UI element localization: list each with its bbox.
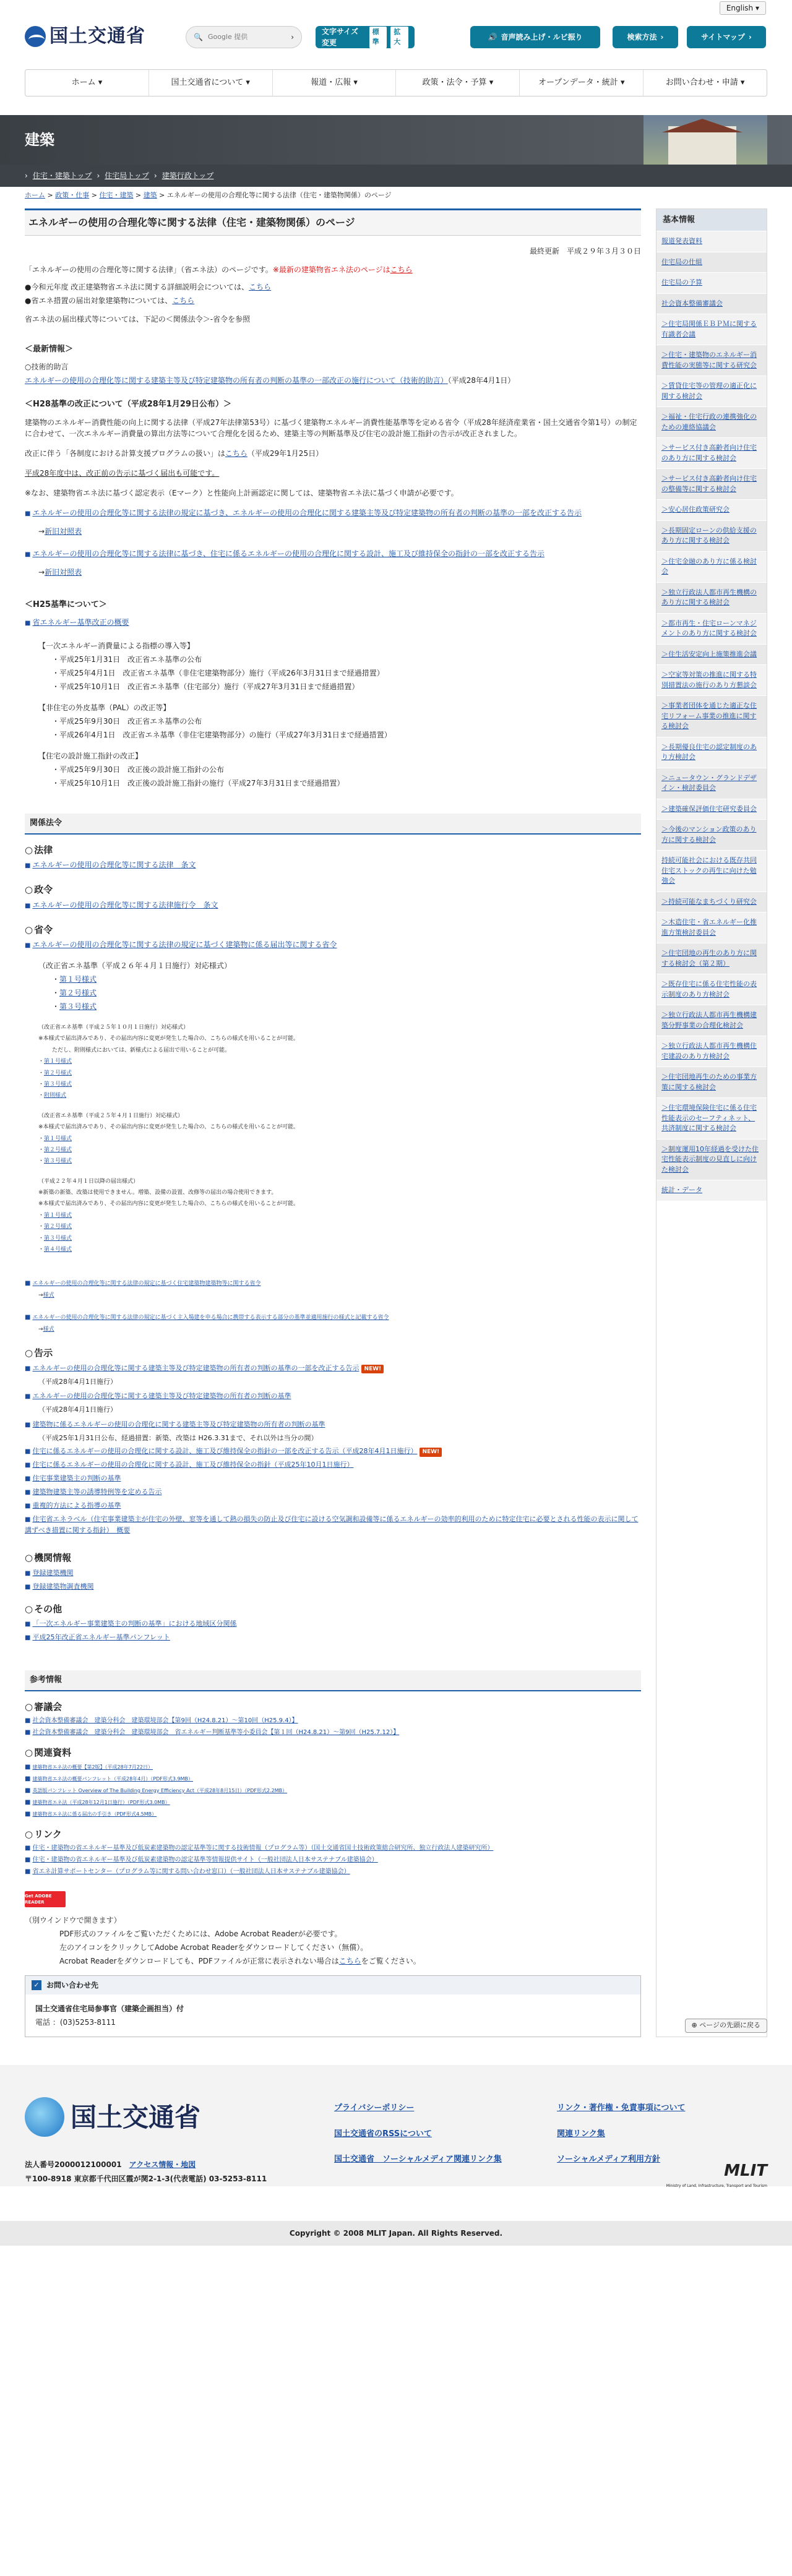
calc-program-link[interactable]: こちら	[225, 449, 248, 458]
crumb-policy[interactable]: 政策・仕事	[55, 191, 90, 199]
ordinance-text-link[interactable]: エネルギーの使用の合理化等に関する法律施行令 条文	[32, 900, 218, 909]
search-method-label: 検索方法	[627, 33, 657, 41]
voice-ruby-label: 音声読み上げ・ルビ振り	[501, 33, 583, 41]
form-group-1: （改正省エネ基準（平成２６年４月１日施行）対応様式） ・第１号様式 ・第２号様式 ・第３号様式	[38, 960, 641, 1012]
sidebar-item[interactable]: ＞福祉・住宅行政の連携強化のための連絡協議会	[656, 406, 767, 437]
sidebar-item[interactable]: ＞ニュータウン・グランドデザイン・検討委員会	[656, 768, 767, 799]
check-icon: ✓	[32, 1980, 41, 1990]
sidebar-item[interactable]: ＞空家等対策の推進に関する特別措置法の施行のあり方懇談会	[656, 664, 767, 695]
technical-advice-link[interactable]: エネルギーの使用の合理化等に関する建築主等及び特定建築物の所有者の判断の基準の一部改正の施行について（技術的助言）	[25, 376, 448, 385]
laws-heading: 関係法令	[25, 814, 641, 835]
sidebar-item[interactable]: ＞長期優良住宅の認定制度のあり方検討会	[656, 737, 767, 768]
reference-heading: 参考情報	[25, 1670, 641, 1691]
sidebar-item[interactable]: ＞制度運用10年経過を受けた住宅性能表示制度の見直しに向けた検討会	[656, 1139, 767, 1180]
footer-logo[interactable]	[25, 2097, 200, 2137]
h28-notice-link-2[interactable]: エネルギーの使用の合理化等に関する法律に基づき、住宅に係るエネルギーの使用の合理化に関する設計、施工及び維持保全の指針の一部を改正する告示	[32, 549, 544, 558]
adobe-help-link[interactable]: こちら	[338, 1957, 361, 1966]
h25-item: ・平成25年10月1日 改正後の設計施工指針の施行（平成27年3月31日まで経過措置）	[52, 779, 345, 788]
form-group-title: （改正省エネ基準（平成２６年４月１日施行）対応様式）	[38, 961, 232, 970]
h25-item: ・平成25年1月31日 改正省エネ基準の公布	[52, 655, 202, 664]
sidebar-item[interactable]: ＞建築確保評価住宅研究委員会	[656, 799, 767, 820]
text-size-large-button[interactable]: 拡大	[390, 27, 408, 48]
form-2-link[interactable]: 第２号様式	[59, 989, 97, 997]
h28-paragraph: 建築物のエネルギー消費性能の向上に関する法律（平成27年法律第53号）に基づく建築物エネルギー消費性能基準等を定める省令（平成28年経済産業省・国土交通省令第1号）の制定に合わせて、一次エネルギー消費量の算出方法等について合理化を図るため、建築主等の判断基準及び住宅の設計施工指針の告示が改正されました。	[25, 418, 637, 438]
text-size-control	[316, 26, 415, 48]
access-map-link[interactable]: アクセス情報・地図	[129, 2160, 196, 2170]
intro-line-1	[25, 264, 641, 275]
rss-link[interactable]: 国土交通省のRSSについて	[334, 2129, 432, 2139]
form-note: ※本様式で届出済みであり、その届出内容に変更が発生した場合の、こちらの様式を用いることが可能。	[38, 1201, 299, 1208]
ordinance-form-link-2[interactable]: 様式	[43, 1292, 54, 1299]
h28-emark-note: ※なお、建築物省エネ法に基づく認定表示（Eマーク）と性能向上計画認定に関しては、建築物省エネ法に基づく申請が必要です。	[25, 488, 458, 497]
notice-link-5[interactable]: 住宅に係るエネルギーの使用の合理化に関する設計、施工及び維持保全の指針（平成25年10月1日施行）	[32, 1461, 354, 1469]
notice-link-4[interactable]: 住宅に係るエネルギーの使用の合理化に関する設計、施工及び維持保全の指針の一部を改正する告示（平成28年4月1日施行）	[32, 1447, 418, 1456]
registered-org-link-2[interactable]: 登録建築物調査機関	[32, 1582, 94, 1591]
crumb-building[interactable]: 建築	[143, 191, 157, 199]
sidebar-item[interactable]: ＞サービス付き高齢者向け住宅のあり方に関する検討会	[656, 437, 767, 468]
council-link-1[interactable]: 社会資本整備審議会 建築分科会 建築環境部会【第9回（H24.8.21）〜第10回（H25.9.4）】	[32, 1717, 298, 1725]
new-badge: NEW!	[361, 1365, 384, 1373]
h28-date: （平成29年1月25日）	[247, 449, 324, 458]
h28-notice-link-1[interactable]: エネルギーの使用の合理化等に関する法律の規定に基づき、エネルギーの使用の合理化に関する建築主等及び特定建築物の所有者の判断の基準の一部を改正する告示	[32, 508, 582, 517]
footer-links-1	[334, 2102, 502, 2179]
sidebar-item[interactable]: ＞住宅団地の再生のあり方に関する検討会（第２期）	[656, 943, 767, 974]
form-group-3: （改正省エネ基準（平成２５年４月１日施行）対応様式） ※本様式で届出済みであり、その届出内容に変更が発生した場合の、こちらの様式を用いることが可能。 ・第１号様式 ・第２号様式 ・第３号様式	[38, 1112, 641, 1166]
arrow-icon: ›	[153, 171, 157, 180]
h25-group-title: 【非住宅の外皮基準（PAL）の改正等】	[38, 703, 171, 712]
banner-title: 建築	[25, 131, 54, 148]
sidebar-item[interactable]: ＞持続可能なまちづくり研究会	[656, 891, 767, 912]
form-3-link[interactable]: 第３号様式	[59, 1002, 97, 1011]
external-link-3[interactable]: 省エネ計算サポートセンター（プログラム等に関する問い合わせ窓口）（一般社団法人日本サステナブル建築協会）	[32, 1868, 350, 1876]
arrow-icon: ›	[97, 171, 100, 180]
adobe-note: 左のアイコンをクリックしてAdobe Acrobat Readerをダウンロードしてください（無償）。	[59, 1943, 368, 1952]
intro-line-4: 省エネ法の届出様式等については、下記の＜関係法令＞-省令を参照	[25, 314, 251, 324]
sidebar-item[interactable]: 住宅局の予算	[656, 272, 767, 293]
sidebar-item[interactable]: ＞住宅環境保険住宅に係る住宅性能表示のセーフティネット、共済制度に関する検討会	[656, 1097, 767, 1139]
sitemap-label: サイトマップ	[701, 33, 745, 41]
h28-heading: ＜H28基準の改正について（平成28年1月29日公布）＞	[25, 400, 231, 409]
nav-label: ホーム	[71, 78, 96, 88]
notice-list	[25, 1363, 641, 1536]
material-link-2[interactable]: 建築物省エネ法の概要パンフレット（平成28年4月）（PDF形式3.9MB）	[32, 1775, 194, 1782]
contact-box	[25, 1975, 641, 2037]
h25-item: ・平成25年9月30日 改正後の設計施工指針の公布	[52, 765, 225, 774]
sidebar-item[interactable]: 社会資本整備審議会	[656, 293, 767, 314]
language-label: English	[726, 4, 754, 12]
ministerial-ordinance-link[interactable]: エネルギーの使用の合理化等に関する法律の規定に基づく建築物に係る届出等に関する省令	[32, 940, 337, 949]
nav-label: 国土交通省について	[171, 78, 244, 88]
h25-item: ・平成25年4月1日 改正省エネ基準（非住宅建築物部分）施行（平成26年3月31日まで経過措置）	[52, 669, 384, 677]
sidebar-item[interactable]: ＞住宅団地再生のための事業方策に関する検討会	[656, 1067, 767, 1097]
h25-heading: ＜H25基準について＞	[25, 599, 107, 609]
briefing-link[interactable]: こちら	[249, 282, 272, 291]
h25-item: ・平成25年9月30日 改正省エネ基準の公布	[52, 717, 202, 726]
speaker-icon: 🔊	[488, 33, 497, 41]
social-policy-link[interactable]: ソーシャルメディア利用方針	[557, 2155, 661, 2165]
sitemap-button[interactable]: サイトマップ ›	[687, 26, 766, 48]
crumb-housing-top[interactable]: 住宅・建築トップ	[32, 171, 92, 180]
sidebar-item[interactable]: 統計・データ	[656, 1180, 767, 1201]
adobe-badge-text: Get ADOBE READER	[25, 1893, 52, 1905]
external-link-1[interactable]: 住宅・建築物の省エネルギー基準及び低炭素建築物の認定基準等に関する技術情報（プログラム等）（国土交通省国土技術政策総合研究所、独立行政法人建築研究所）	[32, 1845, 494, 1852]
nav-opendata[interactable]: オープンデータ・統計 ▾	[520, 70, 644, 96]
nav-label: オープンデータ・統計	[538, 78, 618, 88]
council-link-2[interactable]: 社会資本整備審議会 建築分科会 建築環境部会 省エネルギー判断基準等小委員会【第１回（H24.8.21）〜第9回（H25.7.12）】	[32, 1729, 400, 1737]
footer	[0, 2065, 792, 2189]
h25-item: ・平成26年4月1日 改正省エネ基準（非住宅建築物部分）の施行（平成27年3月31日まで経過措置）	[52, 731, 392, 739]
main-content: エネルギーの使用の合理化等に関する法律（住宅・建築物関係）のページ 最終更新 平成２９年３月３０日 「エネルギーの使用の合理化等に関する法律」（省エネ法）のページです。※最新の建築物省エネ法のページはこちら ●今和元年度 改正建築物省エネ法に関する詳細説明会については、こちら ●省エネ措置の届出対象建築物については、こちら 省エネ法の届出様式等については、下記の＜関係法令＞-省令を参照 ＜最新情報＞ ○技術的助言 エネルギーの使用の合理化等に関する建築主等及び特定建築物の所有者の判断の基準の一部改正の施行について（技術的助言）（平成28年4月1日） ＜H28基準の改正について（平成28年1月29日公布）＞ 建築物のエネルギー消費性能の向上に関する法律（平成27年法律第53号）に基づく建築物エネルギー消費性能基準等を定める省令（平成28年経済産業省・国土交通省令第1号）の制定に合わせて、一次エネルギー消費量の算出方法等について合理化を図るため、建築主等の判断基準及び住宅の設計施工指針の告示が改正されました。 改正に伴う「各制度における計算支援プログラムの扱い」はこちら（平成29年1月25日） 平成28年度中は、改正前の告示に基づく届出も可能です。 ※なお、建築物省エネ法に基づく認定表示（Eマーク）と性能向上計画認定に関しては、建築物省エネ法に基づく申請が必要です。 ■ エネルギーの使用の合理化等に関する法律の規定に基づき、エネルギーの使用の合理化に関する建築主等及び特定建築物の所有者の判断の基準の一部を改正する告示 →新旧対照表 ■ エネルギーの使用の合理化等に関する法律に基づき、住宅に係るエネルギーの使用の合理化に関する設計、施工及び維持保全の指針の一部を改正する告示 →新旧対照表 ＜H25基準について＞ ■ 省エネルギー基準改正の概要 【一次エネルギー消費量による指標の導入等】 ・平成25年1月31日 改正省エネ基準の公布 ・平成25年4月1日 改正省エネ基準（非住宅建築物部分）施行（平成26年3月31日まで経過措置） ・平成25年10月1日 改正省エネ基準（住宅部分）施行（平成27年3月31日まで経過措置） 【非住宅の外皮基準（PAL）の改正等】 ・平成25年9月30日 改正省エネ基準の公布 ・平成26年4月1日 改正省エネ基準（非住宅建築物部分）の施行（平成27年3月31日まで経過措置） 【住宅の設計施工指針の改正】 ・平成25年9月30日 改正後の設計施工指針の公布 ・平成25年10月1日 改正後の設計施工指針の施行（平成27年3月31日まで経過措置） 関係法令 ○ 法律 ■ エネルギーの使用の合理化等に関する法律 条文 ○ 政令 ■ エネルギーの使用の合理化等に関する法律施行令 条文 ○ 省令 ■ エネルギーの使用の合理化等に関する法律の規定に基づく建築物に係る届出等に関する省令 （改正省エネ基準（平成２６年４月１日施行）対応様式） ・第１号様式 ・第２号様式 ・第３号様式 （改正省エネ基準（平成２５年１０月１日施行）対応様式） ※本様式で届出済みであり、その届出内容に変更が発生した場合の、こちらの様式を用いることが可能。 ただし、附則様式においては、新様式による届出で用いることが可能。 ・第１号様式 ・第２号様式 ・第３号様式 ・附則様式 （改正省エネ基準（平成２５年４月１日施行）対応様式） ※本様式で届出済みであり、その届出内容に変更が発生した場合の、こちらの様式を用いることが可能。 ・第１号様式 ・第２号様式 ・第３号様式 （平成２２年４月１日以降の届出様式） ※新築の新築、改築は使用できません。増築、設備の設置、改修等の届出の場合使用できます。 ※本様式で届出済みであり、その届出内容に変更が発生した場合の、こちらの様式を用いることが可能。 ・第１号様式 ・第２号様式 ・第３号様式 ・第４号様式 ■ エネルギーの使用の合理化等に関する法律の規定に基づく住宅建築物建築物等に関する省令 →様式 ■ エネルギーの使用の合理化等に関する法律の規定に基づく主入場建を申る場合に携帯する表示する部分の基準並適用施行の様式と記載する省令 →様式 ○ 告示 ■ エネルギーの使用の合理化等に関する建築主等及び特定建築物の所有者の判断の基準の一部を改正する告示 NEW! （平成28年4月1日施行） ■ エネルギーの使用の合理化等に関する建築主等及び特定建築物の所有者の判断の基準 （平成28年4月1日施行） ■ 建築物に係るエネルギーの使用の合理化に関する建築主等及び特定建築物の所有者の判断の基準 （平成25年1月31日公布、経過措置：新築、改築は H26.3.31まで、それ以外は当分の間） ■ 住宅に係るエネルギーの使用の合理化に関する設計、施工及び維持保全の指針の一部を改正する告示（平成28年4月1日施行） NEW! ■ 住宅に係るエネルギーの使用の合理化に関する設計、施工及び維持保全の指針（平成25年10月1日施行） ■ 住宅事業建築主の判断の基準 ■ 建築物建築主等の誘導特例等を定める告示 ■ 重複的方法による指導の基準 ■ 住宅省エネラベル（住宅事業建築主が住宅の外壁、窓等を通して熱の損失の防止及び住宅に設ける空気調和設備等に係るエネルギーの効率的利用のために特定住宅に必要とされる性能の表示に関して講ずべき措置に関する指針） 概要 ○ 機関情報 ■ 登録建築機関 ■ 登録建築物調査機関 ○ その他 ■ 「一次エネルギー事業建築主の判断の基準」における地域区分関係 ■ 平成25年改正省エネルギー基準パンフレット 参考情報 ○ 審議会 ■ 社会資本整備審議会 建築分科会 建築環境部会【第9回（H24.8.21）〜第10回（H25.9.4）】 ■ 社会資本整備審議会 建築分科会 建築環境部会 省エネルギー判断基準等小委員会【第１回（H24.8.21）〜第9回（H25.7.12）】 ○ 関連資料 ■ 建築物省エネ法の概要【第2版】（平成28年7月22日） ■ 建築物省エネ法の概要パンフレット（平成28年4月）（PDF形式3.9MB） ■ 英語版パンフレット Overview of The Building Energy Efficiency Act（平成28年8月15日）（PDF形式2.2MB） ■ 建築物省エネ法（平成28年12月1日施行）（PDF形式3.0MB） ■ 建築物省エネ法に係る届出の手引き（PDF形式4.5MB） ○ リンク ■ 住宅・建築物の省エネルギー基準及び低炭素建築物の認定基準等に関する技術情報（プログラム等）（国土交通省国土技術政策総合研究所、独立行政法人建築研究所） ■ 住宅・建築物の省エネルギー基準及び低炭素建築物の認定基準等情報提供サイト（一般社団法人日本サステナブル建築協会） ■ 省エネ計算サポートセンター（プログラム等に関する問い合わせ窓口）（一般社団法人日本サステナブル建築協会） Get ADOBE READER （別ウインドウで開きます） PDF形式のファイルをご覧いただくためには、Adobe Acrobat Readerが必要です。 左のアイコンをクリックしてAdobe Acrobat Readerをダウンロードしてください（無償）。 Acrobat Readerをダウンロードしても、PDFファイルが正常に表示されない場合はこちらをご覧ください。 ✓ お問い合わせ先 国土交通省住宅局参事官（建築企画担当）付 電話 ：(03)5253-8111	[25, 208, 641, 2038]
nav-label: お問い合わせ・申請	[665, 78, 738, 88]
notice-date: （平成25年1月31日公布、経過措置：新築、改築は H26.3.31まで、それ以外は当分の間）	[38, 1433, 318, 1442]
notice-link-7[interactable]: 建築物建築主等の誘導特例等を定める告示	[32, 1488, 162, 1496]
adobe-notes	[59, 1928, 641, 1967]
global-nav	[25, 69, 767, 97]
category-banner	[0, 115, 792, 165]
corporate-number: 法人番号2000012100001	[25, 2160, 122, 2170]
site-header	[0, 17, 792, 72]
voice-ruby-button[interactable]	[470, 26, 600, 48]
crumb-building-admin-top[interactable]: 建築行政トップ	[161, 171, 214, 180]
copyright: Copyright © 2008 MLIT Japan. All Rights Reserved.	[0, 2221, 792, 2246]
intro-red-text: ※最新の建築物省エネ法のページは	[272, 265, 390, 274]
sidebar-list	[656, 231, 767, 1201]
ordinance-subheading: ○ 政令	[25, 883, 641, 897]
nav-home[interactable]: ホーム ▾	[25, 70, 149, 96]
notice-subheading: ○ 告示	[25, 1346, 641, 1360]
comparison-table-link-2[interactable]: 新旧対照表	[45, 567, 82, 577]
h28-text: 改正に伴う「各制度における計算支援プログラムの扱い」は	[25, 449, 225, 458]
mlit-logo-icon	[25, 2097, 64, 2137]
sidebar-item[interactable]: ＞住宅・建築物のエネルギー消費性能の実態等に関する研究会	[656, 345, 767, 376]
sidebar	[656, 208, 767, 2038]
adobe-note-end: をご覧ください。	[361, 1957, 421, 1966]
privacy-policy-link[interactable]: プライバシーポリシー	[334, 2103, 415, 2113]
intro-text: 「エネルギーの使用の合理化等に関する法律」（省エネ法）のページです。	[25, 265, 273, 274]
sidebar-item[interactable]: ＞賃貸住宅等の管理の適正化に関する検討会	[656, 376, 767, 406]
latest-heading: ＜最新情報＞	[25, 344, 74, 354]
related-links-link[interactable]: 関連リンク集	[557, 2129, 605, 2139]
form-3-link[interactable]: 第３号様式	[44, 1235, 72, 1242]
sidebar-item[interactable]: ＞独立行政法人都市再生機構のあり方に関する検討会	[656, 582, 767, 613]
notice-date: （平成28年4月1日施行）	[38, 1377, 117, 1386]
ministerial-subheading: ○ 省令	[25, 923, 641, 937]
form-3-link[interactable]: 第３号様式	[44, 1081, 72, 1088]
adobe-note: Acrobat Readerをダウンロードしても、PDFファイルが正常に表示されない場合は	[59, 1957, 339, 1966]
back-to-top-label: ページの先頭に戻る	[699, 2021, 760, 2030]
nav-contact[interactable]: お問い合わせ・申請 ▾	[644, 70, 767, 96]
search-icon: 🔍	[194, 33, 203, 41]
page-title: エネルギーの使用の合理化等に関する法律（住宅・建築物関係）のページ	[25, 208, 641, 236]
crumb-housing-bureau-top[interactable]: 住宅局トップ	[105, 171, 149, 180]
mlit-subtitle: Ministry of Land, Infrastructure, Transport and Tourism	[666, 2184, 767, 2189]
crumb-current: エネルギーの使用の合理化等に関する法律（住宅・建築物関係）のページ	[166, 191, 392, 199]
crumb-home[interactable]: ホーム	[25, 191, 45, 199]
sidebar-item[interactable]: 持続可能社会における既存共同住宅ストックの再生に向けた勉強会	[656, 850, 767, 891]
search-method-button[interactable]: 検索方法 ›	[613, 26, 678, 48]
mlit-wordmark	[666, 2159, 767, 2189]
form-1-link[interactable]: 第１号様式	[59, 975, 97, 984]
h25-schedule	[38, 640, 641, 789]
new-badge: NEW!	[420, 1448, 442, 1456]
h25-group-title: 【住宅の設計施工指針の改正】	[38, 752, 143, 760]
footer-info	[25, 2158, 267, 2186]
contact-phone: 電話 ：(03)5253-8111	[35, 2018, 116, 2027]
sidebar-item[interactable]: ＞独立行政法人都市再生機構建築分野事業の合理化検討会	[656, 1005, 767, 1036]
nav-about[interactable]: 国土交通省について ▾	[149, 70, 273, 96]
org-subheading: ○ 機関情報	[25, 1551, 641, 1565]
nav-label: 報道・広報	[311, 78, 351, 88]
form-2-link[interactable]: 第２号様式	[44, 1224, 72, 1230]
crumb-housing[interactable]: 住宅・建築	[99, 191, 134, 199]
form-note: ※本様式で届出済みであり、その届出内容に変更が発生した場合の、こちらの様式を用いることが可能。	[38, 1124, 299, 1131]
material-link-4[interactable]: 建築物省エネ法（平成28年12月1日施行）（PDF形式3.0MB）	[32, 1799, 170, 1805]
section-breadcrumb	[0, 165, 792, 187]
law-text-link[interactable]: エネルギーの使用の合理化等に関する法律 条文	[32, 861, 196, 869]
form-3-link[interactable]: 第３号様式	[44, 1158, 72, 1165]
form-group-2: （改正省エネ基準（平成２５年１０月１日施行）対応様式） ※本様式で届出済みであり、その届出内容に変更が発生した場合の、こちらの様式を用いることが可能。 ただし、附則様式においては、新様式による届出で用いることが可能。 ・第１号様式 ・第２号様式 ・第３号様式 ・附則様式	[38, 1023, 641, 1101]
latest-date: （平成28年4月1日）	[447, 376, 515, 385]
sidebar-item[interactable]: ＞既存住宅に係る住宅性能の表示制度のあり方検討会	[656, 974, 767, 1005]
materials-subheading: ○ 関連資料	[25, 1746, 641, 1760]
intro-text: ●省エネ措置の届出対象建築物については、	[25, 296, 173, 305]
site-name: 国土交通省	[50, 25, 145, 47]
text-size-label: 文字サイズ変更	[322, 27, 359, 47]
house-photo	[644, 115, 767, 165]
ordinance-form-link-3[interactable]: 様式	[43, 1326, 54, 1333]
org-list	[25, 1568, 641, 1592]
h25-item: ・平成25年10月1日 改正省エネ基準（住宅部分）施行（平成27年3月31日まで経過措置）	[52, 682, 359, 691]
sidebar-item[interactable]: ＞住宅局関係ＥＢＰＭに関する有識者会議	[656, 314, 767, 345]
sidebar-title: 基本情報	[656, 209, 767, 231]
sidebar-item[interactable]: 住宅局の仕組	[656, 252, 767, 273]
text-size-standard-button[interactable]: 標準	[369, 27, 387, 48]
sidebar-item[interactable]: ＞住宅金融のあり方に係る検討会	[656, 551, 767, 582]
sidebar-item[interactable]: ＞木造住宅・省エネルギー化推進方策検討委員会	[656, 912, 767, 943]
arrow-icon: ›	[25, 171, 28, 180]
footer-address: 〒100-8918 東京都千代田区霞が関2-1-3(代表電話) 03-5253-8111	[25, 2174, 267, 2183]
footer-site-name: 国土交通省	[71, 2102, 201, 2132]
form-4-link[interactable]: 第４号様式	[44, 1247, 72, 1253]
comparison-table-link-1[interactable]: 新旧対照表	[45, 526, 82, 536]
contact-title: お問い合わせ先	[46, 1981, 99, 1990]
notice-link-8[interactable]: 重複的方法による指導の基準	[32, 1501, 121, 1510]
notice-link-9[interactable]: 住宅省エネラベル（住宅事業建築主が住宅の外壁、窓等を通して熱の損失の防止及び住宅に設ける空気調和設備等に係るエネルギーの効率的利用のために特定住宅に必要とされる性能の表示に関して講ずべき措置に関する指針） 概要	[25, 1515, 639, 1535]
registered-org-link-1[interactable]: 登録建築機関	[32, 1568, 74, 1577]
etc-link-1[interactable]: 「一次エネルギー事業建築主の判断の基準」における地域区分関係	[32, 1620, 237, 1628]
h25-overview-link[interactable]: 省エネルギー基準改正の概要	[32, 618, 129, 627]
form-note: ※本様式で届出済みであり、その届出内容に変更が発生した場合の、こちらの様式を用いることが可能。	[38, 1036, 299, 1042]
notice-link-2[interactable]: エネルギーの使用の合理化等に関する建築主等及び特定建築物の所有者の判断の基準	[32, 1392, 291, 1401]
breadcrumb: ホーム > 政策・仕事 > 住宅・建築 > 建築 > エネルギーの使用の合理化等に関する法律（住宅・建築物関係）のページ	[25, 191, 392, 199]
nav-label: 政策・法令・予算	[422, 78, 487, 88]
adobe-note: PDF形式のファイルをご覧いただくためには、Adobe Acrobat Readerが必要です。	[59, 1930, 342, 1939]
etc-subheading: ○ その他	[25, 1602, 641, 1616]
sidebar-item[interactable]: ＞今後のマンション政策のあり方に関する検討会	[656, 819, 767, 850]
form-1-link[interactable]: 第１号様式	[44, 1212, 72, 1219]
council-list	[25, 1716, 641, 1737]
target-buildings-link[interactable]: こちら	[172, 296, 195, 305]
form-1-link[interactable]: 第１号様式	[44, 1058, 72, 1065]
mlit-logo-icon	[25, 26, 46, 47]
notice-link-3[interactable]: 建築物に係るエネルギーの使用の合理化に関する建築主等及び特定建築物の所有者の判断の基準	[32, 1420, 325, 1428]
external-link-2[interactable]: 住宅・建築物の省エネルギー基準及び低炭素建築物の認定基準等情報提供サイト（一般社団法人日本サステナブル建築協会）	[32, 1857, 378, 1864]
material-link-1[interactable]: 建築物省エネ法の概要【第2版】（平成28年7月22日）	[32, 1764, 153, 1770]
sidebar-item[interactable]: ＞安心居住政策研究会	[656, 499, 767, 520]
adobe-heading: （別ウインドウで開きます）	[25, 1916, 121, 1925]
form-2-link[interactable]: 第２号様式	[44, 1070, 72, 1076]
notice-link-6[interactable]: 住宅事業建築主の判断の基準	[32, 1474, 121, 1483]
latest-subheading: ○技術的助言	[25, 363, 69, 371]
form-group-title: （改正省エネ基準（平成２５年１０月１日施行）対応様式）	[38, 1024, 189, 1031]
intro-line-2	[25, 281, 641, 293]
sidebar-item[interactable]: ＞長期固定ローンの供給支援のあり方に関する検討会	[656, 520, 767, 551]
notice-link-1[interactable]: エネルギーの使用の合理化等に関する建築主等及び特定建築物の所有者の判断の基準の一部を改正する告示	[32, 1363, 359, 1372]
top-bar	[0, 0, 792, 17]
back-to-top-button[interactable]: ⊕ ページの先頭に戻る	[685, 2019, 768, 2033]
links-list	[25, 1844, 641, 1876]
search-input[interactable]: Google 提供	[207, 32, 248, 41]
sidebar-item[interactable]: 報道発表資料	[656, 231, 767, 252]
intro-text: ●今和元年度 改正建築物省エネ法に関する詳細説明会については、	[25, 282, 249, 291]
form-supplementary-link[interactable]: 附則様式	[44, 1093, 67, 1099]
form-1-link[interactable]: 第１号様式	[44, 1135, 72, 1142]
ordinance-link-2[interactable]: エネルギーの使用の合理化等に関する法律の規定に基づく住宅建築物建築物等に関する省令	[32, 1281, 261, 1287]
form-note: ただし、附則様式においては、新様式による届出で用いることが可能。	[52, 1047, 231, 1054]
etc-list	[25, 1618, 641, 1643]
h28-note: 平成28年度中は、改正前の告示に基づく届出も可能です。	[25, 468, 220, 478]
notice-date: （平成28年4月1日施行）	[38, 1406, 117, 1414]
social-links-link[interactable]: 国土交通省 ソーシャルメディア関連リンク集	[334, 2155, 502, 2165]
copyright-link[interactable]: リンク・著作権・免責事項について	[557, 2103, 686, 2113]
nav-press[interactable]: 報道・広報 ▾	[273, 70, 397, 96]
materials-list	[25, 1762, 641, 1819]
adobe-reader-badge[interactable]	[25, 1891, 66, 1907]
intro-line-3	[25, 295, 641, 306]
material-link-5[interactable]: 建築物省エネ法に係る届出の手引き（PDF形式4.5MB）	[32, 1811, 157, 1817]
search-submit-icon[interactable]: ›	[291, 33, 294, 41]
latest-law-link[interactable]: こちら	[390, 265, 413, 274]
mlit-text: MLIT	[724, 2162, 767, 2181]
sidebar-item[interactable]: ＞独立行政法人都市再生機構住宅建設のあり方検討会	[656, 1036, 767, 1067]
ordinance-link-3[interactable]: エネルギーの使用の合理化等に関する法律の規定に基づく主入場建を申る場合に携帯する表示する部分の基準並適用施行の様式と記載する省令	[32, 1314, 389, 1321]
h25-group-title: 【一次エネルギー消費量による指標の導入等】	[38, 642, 195, 650]
links-subheading: ○ リンク	[25, 1827, 641, 1842]
etc-link-2[interactable]: 平成25年改正省エネルギー基準パンフレット	[32, 1633, 170, 1642]
sidebar-item[interactable]: ＞サービス付き高齢者向け住宅の整備等に関する検討会	[656, 468, 767, 499]
language-select[interactable]: English ▾	[720, 1, 766, 15]
form-group-title: （改正省エネ基準（平成２５年４月１日施行）対応様式）	[38, 1112, 184, 1119]
sidebar-item[interactable]: ＞事業者団体を通じた適正な住宅リフォーム事業の推進に関する検討会	[656, 695, 767, 737]
sidebar-item[interactable]: ＞住生活安定向上施策推進会議	[656, 644, 767, 665]
search-box[interactable]	[186, 26, 302, 48]
form-2-link[interactable]: 第２号様式	[44, 1146, 72, 1153]
other-ordinances: ■ エネルギーの使用の合理化等に関する法律の規定に基づく住宅建築物建築物等に関する省令 →様式 ■ エネルギーの使用の合理化等に関する法律の規定に基づく主入場建を申る場合に携帯する表示する部分の基準並適用施行の様式と記載する省令 →様式	[25, 1279, 641, 1334]
site-logo[interactable]	[25, 22, 145, 50]
nav-policy[interactable]: 政策・法令・予算 ▾	[396, 70, 520, 96]
law-subheading: ○ 法律	[25, 843, 641, 857]
material-link-3[interactable]: 英語版パンフレット Overview of The Building Energy Efficiency Act（平成28年8月15日）（PDF形式2.2MB）	[32, 1787, 288, 1793]
form-group-title: （平成２２年４月１日以降の届出様式）	[38, 1178, 139, 1185]
contact-org: 国土交通省住宅局参事官（建築企画担当）付	[35, 2004, 184, 2014]
last-updated: 最終更新 平成２９年３月３０日	[529, 246, 641, 255]
council-subheading: ○ 審議会	[25, 1700, 641, 1714]
sidebar-item[interactable]: ＞都市再生・住宅ローンマネジメントのあり方に関する検討会	[656, 613, 767, 644]
form-note: ※新築の新築、改築は使用できません。増築、設備の設置、改修等の届出の場合使用できます。	[38, 1190, 277, 1196]
form-group-4: （平成２２年４月１日以降の届出様式） ※新築の新築、改築は使用できません。増築、設備の設置、改修等の届出の場合使用できます。 ※本様式で届出済みであり、その届出内容に変更が発生した場合の、こちらの様式を用いることが可能。 ・第１号様式 ・第２号様式 ・第３号様式 ・第４号様式	[38, 1177, 641, 1255]
